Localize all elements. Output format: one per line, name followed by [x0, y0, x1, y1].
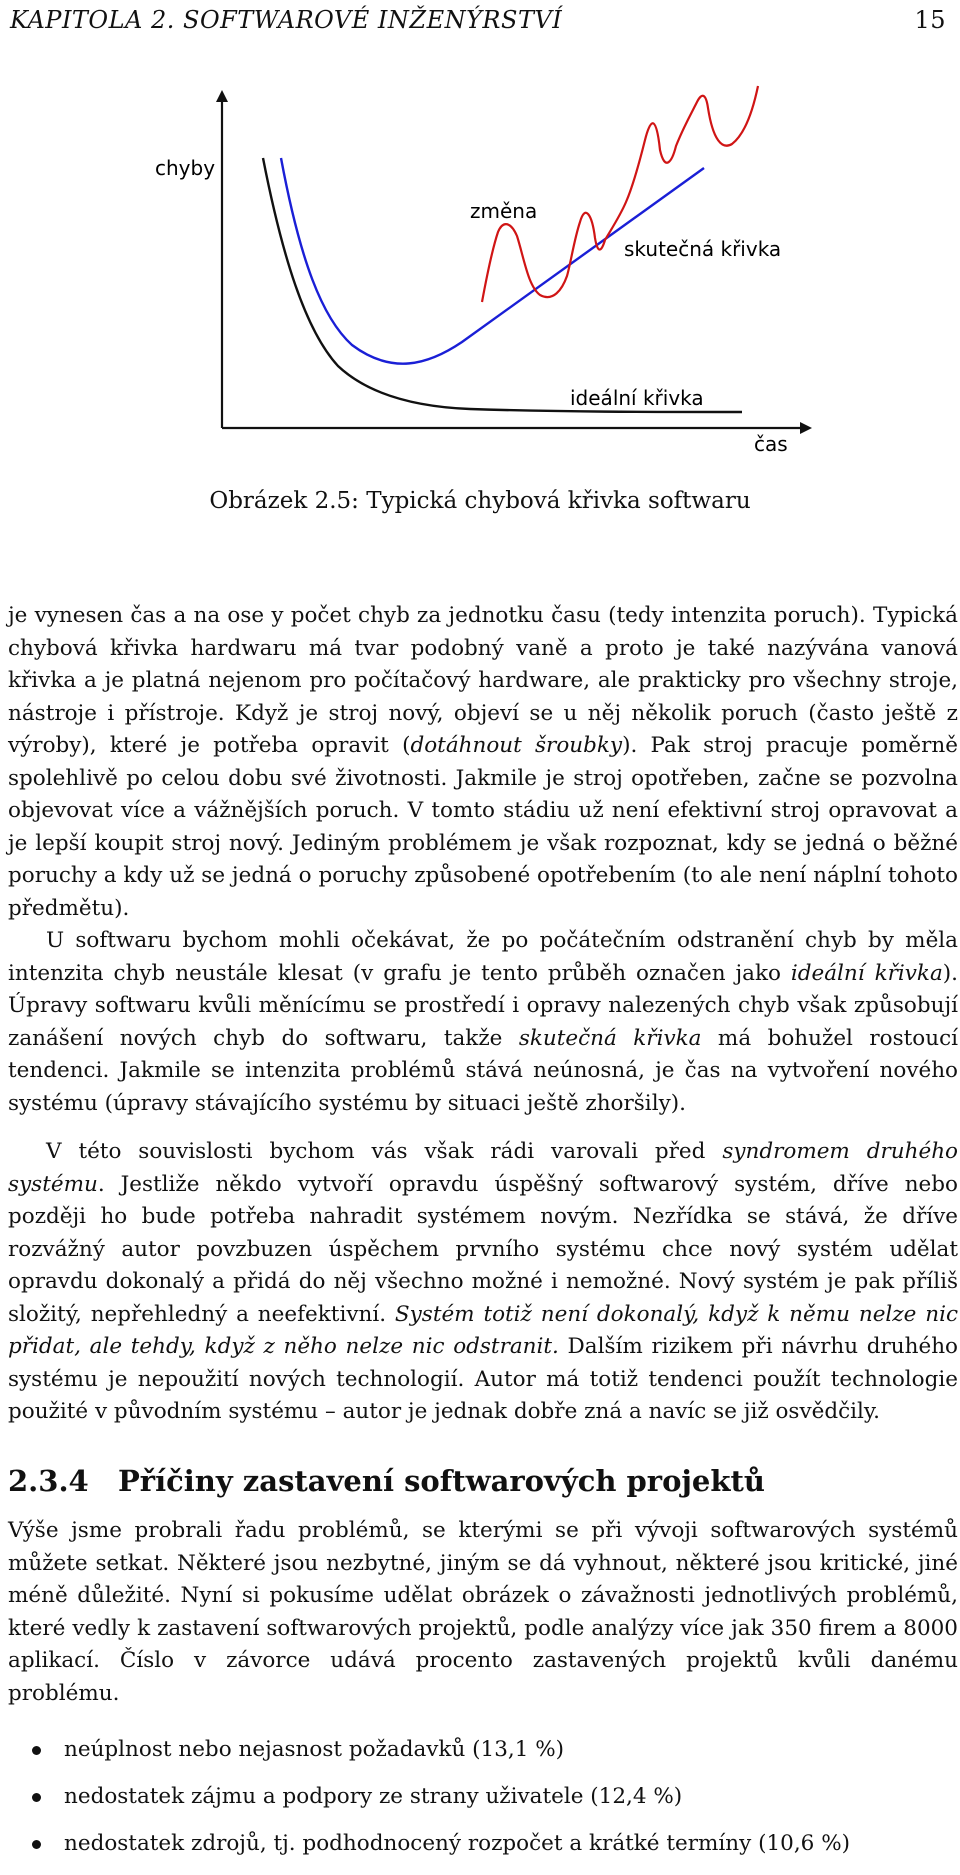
- y-axis-label: chyby: [155, 156, 216, 180]
- actual-curve-label: skutečná křivka: [624, 237, 782, 261]
- chapter-title: KAPITOLA 2. SOFTWAROVÉ INŽENÝRSTVÍ: [10, 6, 563, 34]
- list-item: nedostatek zdrojů, tj. podhodnocený rozpočet a krátké termíny (10,6 %): [8, 1828, 958, 1860]
- change-label: změna: [470, 199, 538, 223]
- change-curve: [482, 86, 758, 302]
- page-number: 15: [914, 6, 946, 34]
- section-intro: Výše jsme probrali řadu problémů, se kterými se při vývoji softwarových systémů můžete setkat. Některé jsou nezbytné, jiným se dá vyhnout, některé jsou kritické, jiné méně důležité. Nyní si pokusíme udělat obrázek o závažnosti jednotlivých problémů, které vedly k zastavení softwarových projektů, podle analýzy více jak 350 firem a 8000 aplikací. Číslo v závorce udává procento zastavených projektů kvůli danému problému.: [8, 1518, 958, 1706]
- paragraph: je vynesen čas a na ose y počet chyb za jednotku času (tedy intenzita poruch). Typická chybová křivka hardwaru má tvar podobný vaně a proto je také nazývána vanová křivka a je platná nejenom pro počítačový hardware, ale prakticky pro všechny stroje, nástroje i přístroje. Když je stroj nový, objeví se u něj několik poruch (často ještě z výroby), které je potřeba opravit (dotáhnout šroubky). Pak stroj pracuje poměrně spolehlivě po celou dobu své životnosti. Jakmile je stroj opotřeben, začne se pozvolna objevovat více a vážnějších poruch. V tomto stádiu už není efektivní stroj opravovat a je lepší koupit stroj nový. Jediným problémem je však rozpoznat, kdy se jedná o běžné poruchy a kdy už se jedná o poruchy způsobené opotřebením (to ale není náplní tohoto předmětu).: [8, 603, 958, 921]
- section-number: 2.3.4: [8, 1463, 89, 1498]
- running-header: [10, 6, 946, 36]
- ideal-curve: [263, 158, 742, 412]
- list-item: nedostatek zájmu a podpory ze strany uživatele (12,4 %): [8, 1781, 958, 1813]
- failure-curve-figure: [0, 80, 960, 460]
- bullet-icon: [32, 1746, 41, 1755]
- causes-list: [8, 1734, 958, 1860]
- x-axis-label: čas: [754, 432, 788, 456]
- paragraph: V této souvislosti bychom vás však rádi varovali před syndromem druhého systému. Jestliže někdo vytvoří opravdu úspěšný softwarový systém, dříve nebo později ho bude potřeba nahradit systémem novým. Nezřídka se stává, že dříve rozvážný autor povzbuzen úspěchem prvního systému chce nový systém udělat opravdu dokonalý a přidá do něj všechno možné i nemožné. Nový systém je pak příliš složitý, nepřehledný a neefektivní. Systém totiž není dokonalý, když k němu nelze nic přidat, ale tehdy, když z něho nelze nic odstranit. Dalším rizikem při návrhu druhého systému je nepoužití nových technologií. Autor má totiž tendenci použít technologie použité v původním systému – autor je jednak dobře zná a navíc se již osvědčily.: [8, 1139, 958, 1424]
- body-text: [8, 600, 958, 1875]
- section-title: Příčiny zastavení softwarových projektů: [118, 1463, 765, 1498]
- section-heading: [8, 1465, 958, 1498]
- figure-caption: Obrázek 2.5: Typická chybová křivka softwaru: [209, 488, 751, 514]
- list-item: neúplnost nebo nejasnost požadavků (13,1 %): [8, 1734, 958, 1766]
- bullet-icon: [32, 1793, 41, 1802]
- bullet-icon: [32, 1840, 41, 1849]
- paragraph: U softwaru bychom mohli očekávat, že po počátečním odstranění chyb by měla intenzita chyb neustále klesat (v grafu je tento průběh označen jako ideální křivka). Úpravy softwaru kvůli měnícímu se prostředí i opravy nalezených chyb však způsobují zanášení nových chyb do softwaru, takže skutečná křivka má bohužel rostoucí tendenci. Jakmile se intenzita problémů stává neúnosná, je čas na vytvoření nového systému (úpravy stávajícího systému by situaci ještě zhoršily).: [8, 928, 958, 1116]
- ideal-curve-label: ideální křivka: [570, 386, 704, 410]
